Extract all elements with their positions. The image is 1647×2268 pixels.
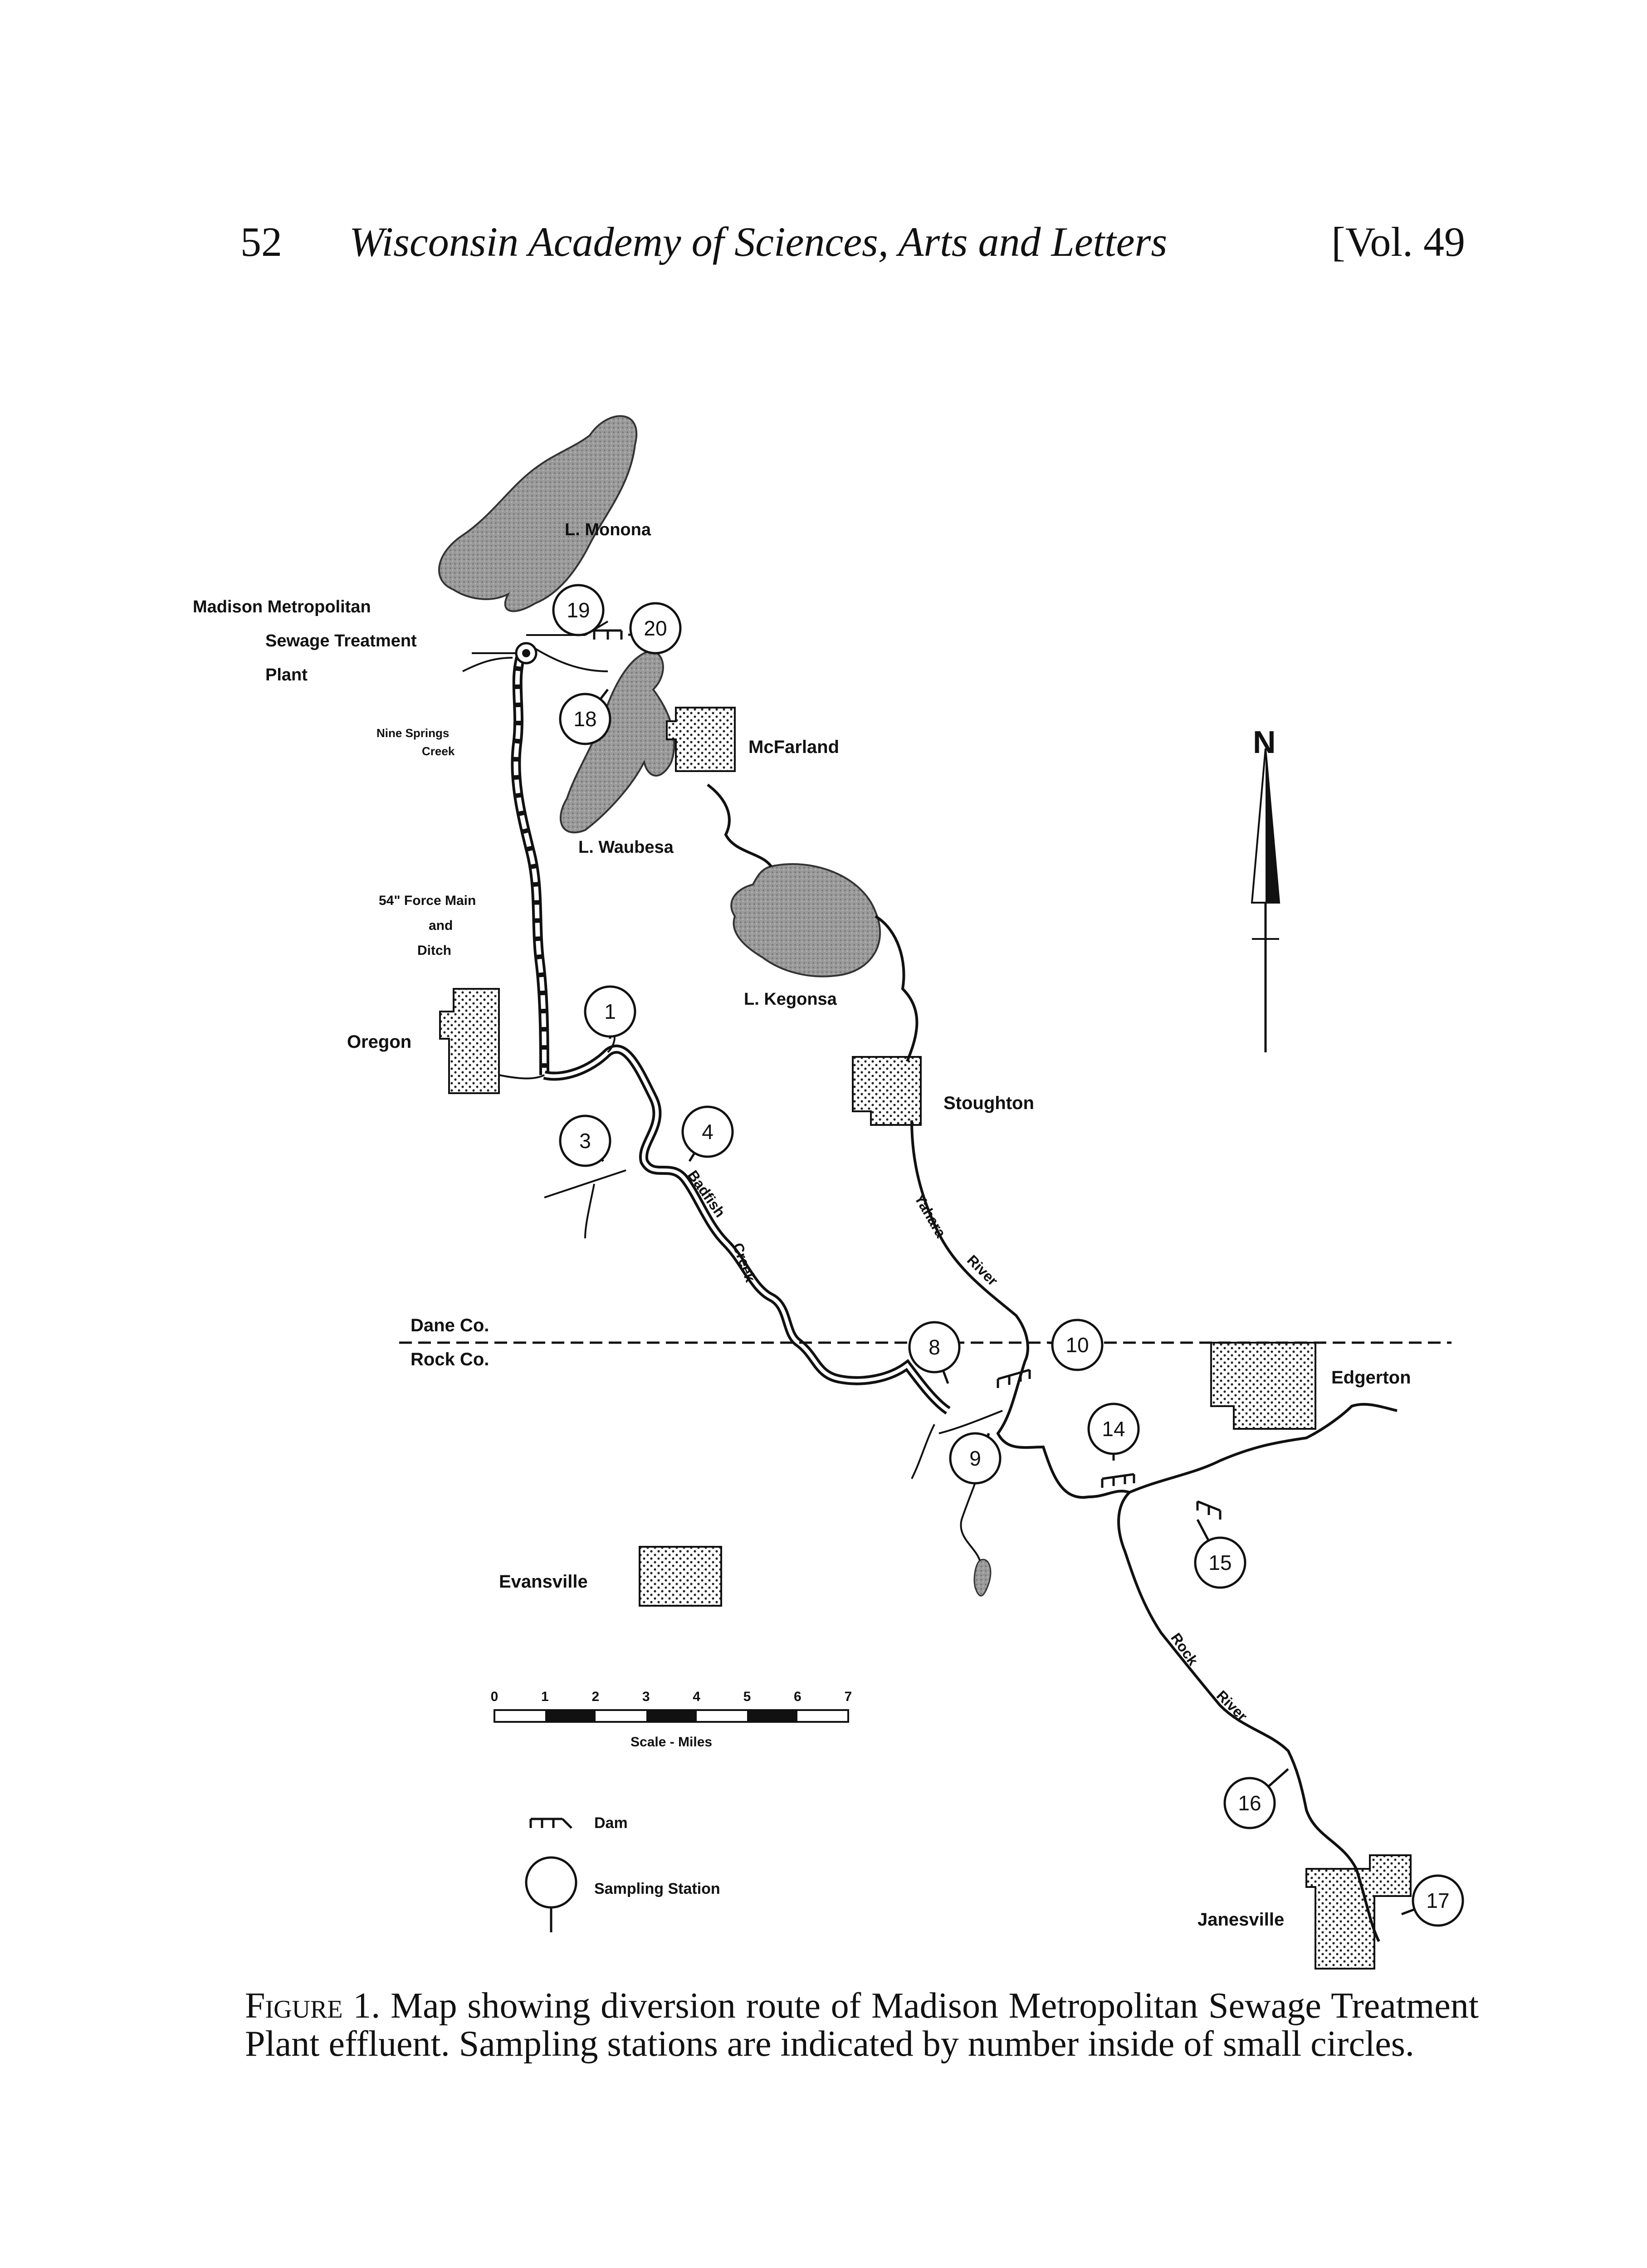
label-rock-2: River	[1213, 1687, 1251, 1725]
sampling-station-19	[553, 585, 603, 635]
label-lake-kegonsa: L. Kegonsa	[744, 990, 837, 1009]
label-evansville: Evansville	[499, 1572, 588, 1592]
north-label: N	[1253, 724, 1276, 760]
label-dane-co: Dane Co.	[411, 1315, 489, 1335]
figure-caption	[245, 1987, 1479, 2063]
scale-tick-label: 4	[693, 1689, 700, 1704]
station-number: 17	[1426, 1889, 1450, 1912]
town-oregon	[440, 989, 499, 1093]
sampling-station-1	[585, 987, 635, 1039]
station-number: 18	[573, 707, 597, 731]
label-rock-1: Rock	[1168, 1630, 1202, 1669]
sampling-stations	[553, 585, 1463, 1926]
scale-tick-label: 5	[743, 1689, 751, 1704]
station-number: 14	[1102, 1417, 1125, 1441]
label-lake-waubesa: L. Waubesa	[578, 838, 674, 857]
label-rock-co: Rock Co.	[411, 1349, 489, 1369]
scale-tick-labels	[491, 1689, 852, 1704]
town-edgerton	[1211, 1343, 1315, 1429]
legend-dam-label: Dam	[594, 1814, 628, 1832]
label-force-main-2: and	[429, 918, 453, 933]
scale-tick-label: 1	[541, 1689, 549, 1704]
label-nine-springs-1: Nine Springs	[376, 726, 450, 740]
label-plant-line1: Madison Metropolitan	[193, 597, 371, 616]
scale-tick-label: 0	[490, 1689, 498, 1704]
label-janesville: Janesville	[1197, 1910, 1285, 1930]
caption-text: Map showing diversion route of Madison Metropolitan Sewage Treatment Plant effluent. Sampling stations are indicated by number inside of small circles.	[245, 1986, 1479, 2064]
lake-monona	[439, 416, 636, 611]
sampling-station-9	[950, 1433, 1000, 1483]
scale-bar	[494, 1710, 848, 1722]
station-number: 10	[1065, 1333, 1089, 1357]
station-number: 9	[969, 1447, 981, 1470]
sampling-station-3	[560, 1116, 610, 1166]
scale-tick-label: 2	[591, 1689, 600, 1704]
station-number: 15	[1208, 1551, 1232, 1574]
lake-kegonsa	[731, 864, 880, 977]
label-oregon: Oregon	[347, 1032, 412, 1052]
label-nine-springs-2: Creek	[422, 744, 455, 758]
station-number: 4	[702, 1120, 714, 1144]
station-number: 3	[579, 1129, 591, 1153]
station-number: 8	[929, 1335, 940, 1359]
town-stoughton	[853, 1057, 921, 1125]
label-yahara-1: Yahara	[911, 1191, 949, 1241]
station-number: 1	[604, 1000, 616, 1023]
label-lake-monona: L. Monona	[565, 520, 651, 539]
scale-label: Scale - Miles	[630, 1735, 713, 1750]
label-yahara-2: River	[964, 1251, 1002, 1289]
page-number: 52	[240, 219, 282, 265]
label-force-main-1: 54" Force Main	[379, 893, 476, 908]
label-plant-line2: Sewage Treatment	[265, 631, 417, 650]
station-number: 20	[644, 616, 667, 640]
station-number: 16	[1238, 1791, 1261, 1815]
sampling-station-16	[1225, 1769, 1288, 1828]
label-plant-line3: Plant	[265, 665, 308, 684]
sampling-station-4	[683, 1107, 733, 1161]
sampling-station-14	[1089, 1404, 1139, 1461]
scale-tick-label: 3	[642, 1689, 650, 1704]
label-mcfarland: McFarland	[748, 737, 840, 757]
sampling-station-15	[1195, 1520, 1245, 1588]
label-stoughton: Stoughton	[943, 1093, 1034, 1113]
small-lake	[974, 1559, 991, 1596]
label-badfish-1: Badfish	[684, 1167, 729, 1221]
station-number: 19	[567, 598, 590, 622]
figure-label: Figure 1.	[245, 1986, 381, 2026]
sampling-station-20	[628, 603, 680, 653]
label-force-main-3: Ditch	[417, 943, 451, 958]
sampling-station-10	[1048, 1320, 1102, 1370]
journal-title: Wisconsin Academy of Sciences, Arts and Letters	[349, 219, 1168, 265]
treatment-plant-symbol	[472, 643, 536, 663]
label-badfish-2: Creek	[729, 1241, 759, 1284]
town-evansville	[640, 1547, 721, 1606]
sampling-station-18	[560, 689, 610, 744]
label-edgerton: Edgerton	[1331, 1368, 1411, 1388]
volume-label: [Vol. 49	[1331, 219, 1465, 265]
town-mcfarland	[667, 708, 735, 771]
scale-tick-label: 6	[794, 1689, 802, 1704]
legend-dam-symbol	[531, 1819, 572, 1828]
north-arrow	[1252, 748, 1279, 1052]
scale-tick-label: 7	[844, 1689, 852, 1704]
legend-station-label: Sampling Station	[594, 1880, 720, 1897]
legend-station-symbol	[526, 1857, 576, 1932]
